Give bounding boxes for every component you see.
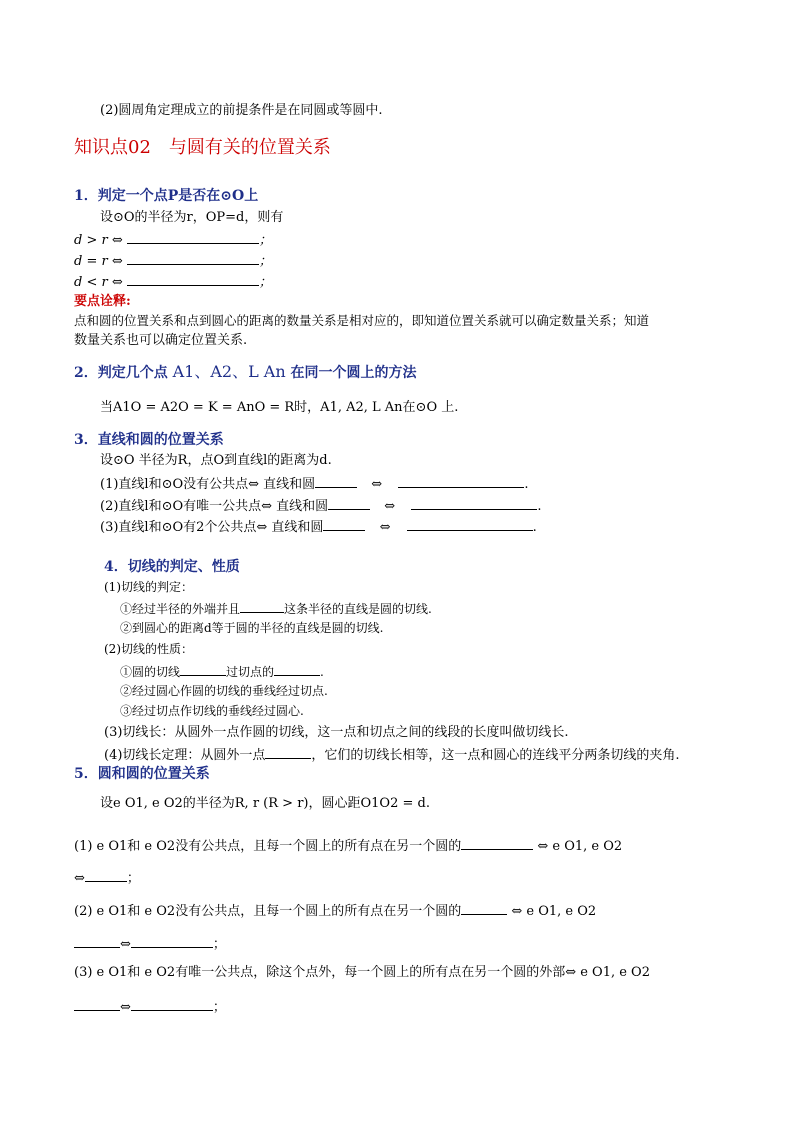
s2-heading-points: A1、A2、L An bbox=[172, 362, 286, 381]
s4-prop-1-blank-a[interactable] bbox=[180, 664, 226, 676]
key-text-2: 数量关系也可以确定位置关系. bbox=[74, 333, 248, 348]
s3-item-3 bbox=[100, 519, 537, 534]
s5-heading: 5．圆和圆的位置关系 bbox=[74, 766, 210, 782]
s4-judge-1a: ①经过半径的外端并且 bbox=[120, 602, 241, 616]
s1-intro: 设⊙O的半径为r，OP=d，则有 bbox=[100, 210, 284, 225]
s5-item-3-blank-a[interactable] bbox=[74, 999, 120, 1011]
s4-prop-1 bbox=[120, 664, 324, 678]
s4-length: (3)切线长：从圆外一点作圆的切线，这一点和切点之间的线段的长度叫做切线长. bbox=[104, 725, 569, 740]
s1-row-3-text: d < r ⇔ bbox=[74, 275, 123, 290]
s4-theorem-a: (4)切线长定理：从圆外一点 bbox=[104, 748, 266, 763]
s3-item-2-end: . bbox=[537, 499, 542, 514]
s4-judge-1b: 这条半径的直线是圆的切线. bbox=[284, 602, 432, 616]
s4-prop-1a: ①圆的切线 bbox=[120, 665, 181, 679]
s4-prop-3: ③经过切点作切线的垂线经过圆心. bbox=[120, 704, 304, 718]
s5-item-2 bbox=[74, 903, 596, 918]
s1-blank-2[interactable] bbox=[127, 253, 259, 265]
s5-item-3-cont bbox=[74, 999, 226, 1014]
s4-theorem-blank[interactable] bbox=[265, 747, 311, 759]
s3-item-1-blank-b[interactable] bbox=[398, 476, 524, 488]
s5-item-1c: ⇔ bbox=[74, 871, 85, 886]
s4-judge-1 bbox=[120, 601, 432, 615]
s3-item-2-blank-b[interactable] bbox=[411, 498, 537, 510]
s3-item-3-blank-a[interactable] bbox=[323, 519, 365, 531]
section-title: 知识点02 与圆有关的位置关系 bbox=[74, 137, 331, 158]
s1-row-2-text: d = r ⇔ bbox=[74, 254, 123, 269]
s3-item-2 bbox=[100, 498, 541, 513]
s5-item-2-cont bbox=[74, 936, 226, 951]
s5-item-3-blank-b[interactable] bbox=[131, 999, 213, 1011]
s5-item-2-blank-b[interactable] bbox=[74, 936, 120, 948]
s1-row-1-end: ； bbox=[258, 233, 272, 248]
s3-item-1-text: (1)直线l和⊙O没有公共点⇔ 直线和圆 bbox=[100, 477, 316, 492]
s5-item-1-blank-b[interactable] bbox=[85, 870, 127, 882]
s5-item-3c: ⇔ bbox=[120, 1000, 131, 1015]
s3-item-1-iff: ⇔ bbox=[371, 477, 383, 492]
key-label: 要点诠释: bbox=[74, 294, 131, 309]
s5-item-2c: ⇔ bbox=[120, 937, 131, 952]
s3-item-2-blank-a[interactable] bbox=[328, 498, 370, 510]
s3-item-1-blank-a[interactable] bbox=[315, 476, 357, 488]
key-text-1: 点和圆的位置关系和点到圆心的距离的数量关系是相对应的，即知道位置关系就可以确定数量关系；知道 bbox=[74, 313, 650, 328]
s3-item-3-iff: ⇔ bbox=[379, 520, 391, 535]
s3-item-2-text: (2)直线l和⊙O有唯一公共点⇔ 直线和圆 bbox=[100, 499, 329, 514]
s4-prop: (2)切线的性质： bbox=[104, 642, 193, 656]
s2-heading-b: 在同一个圆上的方法 bbox=[290, 365, 417, 381]
s2-heading-a: 2．判定几个点 bbox=[74, 365, 168, 381]
s1-row-2 bbox=[74, 253, 272, 268]
s5-item-3-end: ； bbox=[212, 1000, 226, 1015]
s4-prop-1-blank-b[interactable] bbox=[274, 664, 320, 676]
s4-prop-2: ②经过圆心作圆的切线的垂线经过切点. bbox=[120, 684, 328, 698]
s4-heading: 4．切线的判定、性质 bbox=[104, 559, 240, 575]
s4-judge-2: ②到圆心的距离d等于圆的半径的直线是圆的切线. bbox=[120, 621, 384, 635]
s3-heading: 3．直线和圆的位置关系 bbox=[74, 432, 224, 448]
s5-intro: 设e O1, e O2的半径为R, r (R > r)，圆心距O1O2 = d. bbox=[100, 796, 430, 811]
s5-item-1-cont bbox=[74, 870, 140, 885]
s4-judge: (1)切线的判定： bbox=[104, 580, 193, 594]
s5-item-2-blank-c[interactable] bbox=[131, 936, 213, 948]
s5-item-1-blank-a[interactable] bbox=[461, 838, 533, 850]
s5-item-1b: ⇔ e O1, e O2 bbox=[537, 839, 623, 854]
s5-item-1a: (1) e O1和 e O2没有公共点，且每一个圆上的所有点在另一个圆的 bbox=[74, 839, 462, 854]
s1-row-3 bbox=[74, 274, 272, 289]
s3-item-2-iff: ⇔ bbox=[384, 499, 396, 514]
s3-item-1 bbox=[100, 476, 528, 491]
s4-judge-1-blank[interactable] bbox=[240, 601, 284, 613]
s5-item-3: (3) e O1和 e O2有唯一公共点，除这个点外，每一个圆上的所有点在另一个圆的外部⇔ e O1, e O2 bbox=[74, 965, 650, 980]
s4-prop-1b: 过切点的 bbox=[226, 665, 275, 679]
s1-row-3-end: ； bbox=[258, 275, 272, 290]
s5-item-1 bbox=[74, 838, 622, 853]
s4-theorem-b: ，它们的切线长相等，这一点和圆心的连线平分两条切线的夹角. bbox=[311, 748, 680, 763]
s1-row-1 bbox=[74, 232, 272, 247]
top-note: (2)圆周角定理成立的前提条件是在同圆或等圆中. bbox=[100, 103, 383, 118]
s4-theorem bbox=[104, 747, 680, 762]
s1-blank-3[interactable] bbox=[127, 274, 259, 286]
s5-item-2a: (2) e O1和 e O2没有公共点，且每一个圆上的所有点在另一个圆的 bbox=[74, 904, 462, 919]
s5-item-2-blank-a[interactable] bbox=[461, 903, 507, 915]
s2-heading bbox=[74, 364, 417, 380]
s1-heading: 1．判定一个点P是否在⊙O上 bbox=[74, 188, 259, 204]
s3-item-1-end: . bbox=[524, 477, 529, 492]
s1-row-1-text: d > r ⇔ bbox=[74, 233, 123, 248]
s3-intro: 设⊙O 半径为R，点O到直线l的距离为d. bbox=[100, 453, 332, 468]
s1-blank-1[interactable] bbox=[127, 232, 259, 244]
s5-item-2b: ⇔ e O1, e O2 bbox=[511, 904, 597, 919]
s2-text: 当A1O = A2O = K = AnO = R时，A1, A2, L An在⊙O 上. bbox=[100, 400, 459, 415]
s5-item-1-end: ； bbox=[126, 871, 140, 886]
s3-item-3-end: . bbox=[532, 520, 537, 535]
s3-item-3-text: (3)直线l和⊙O有2个公共点⇔ 直线和圆 bbox=[100, 520, 324, 535]
s3-item-3-blank-b[interactable] bbox=[407, 519, 533, 531]
s5-item-2-end: ； bbox=[212, 937, 226, 952]
s4-prop-1c: . bbox=[320, 665, 324, 679]
s1-row-2-end: ； bbox=[258, 254, 272, 269]
